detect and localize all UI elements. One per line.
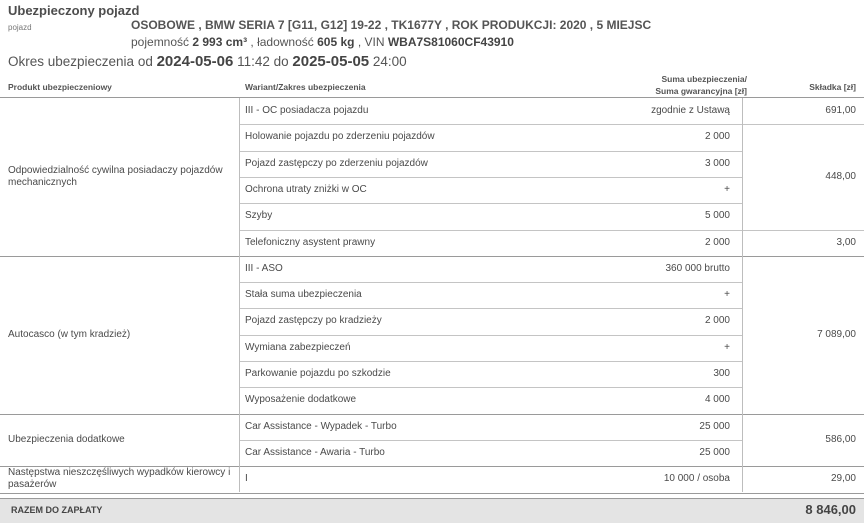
sum-cell: 2 000 [704, 236, 730, 248]
group-divider [0, 493, 864, 494]
row-divider [240, 282, 742, 283]
column-divider [239, 466, 240, 492]
sum-cell: + [724, 183, 730, 195]
variant-cell: Szyby [245, 210, 273, 222]
period-to-date: 2025-05-05 [292, 53, 370, 70]
vehicle-capacity: 2 993 cm³ [192, 35, 248, 49]
capacity-prefix: pojemność [131, 35, 193, 49]
sum-cell: 2 000 [704, 315, 730, 327]
row-divider [240, 387, 742, 388]
sum-cell: 2 000 [704, 131, 730, 143]
variant-cell: III - ASO [245, 262, 283, 274]
header-sum-line1: Suma ubezpieczenia/ [661, 74, 747, 84]
variant-cell: Wymiana zabezpieczeń [245, 341, 351, 353]
variant-cell: Telefoniczny asystent prawny [245, 236, 376, 248]
premium-cell: 3,00 [836, 236, 856, 248]
group-divider [0, 256, 864, 257]
sum-cell: zgodnie z Ustawą [651, 105, 730, 116]
column-divider [742, 414, 743, 467]
vehicle-load: 605 kg [317, 35, 355, 49]
sum-cell: 10 000 / osoba [663, 473, 730, 485]
sum-cell: 3 000 [704, 157, 730, 169]
header-variant: Wariant/Zakres ubezpieczenia [245, 82, 366, 92]
row-divider [240, 177, 742, 178]
row-divider [240, 361, 742, 362]
period-to-time: 24:00 [369, 54, 407, 69]
premium-cell: 448,00 [825, 170, 856, 182]
variant-cell: Car Assistance - Wypadek - Turbo [245, 420, 397, 432]
vin-prefix: , VIN [354, 35, 388, 49]
total-value: 8 846,00 [805, 502, 856, 517]
vehicle-label: pojazd [8, 23, 32, 32]
premium-cell: 7 089,00 [817, 328, 856, 340]
row-divider [240, 335, 742, 336]
group-divider [0, 414, 864, 415]
sum-cell: 25 000 [699, 420, 730, 432]
sum-cell: 300 [713, 368, 730, 379]
sum-cell: 5 000 [704, 210, 730, 222]
column-divider [742, 256, 743, 414]
total-label: RAZEM DO ZAPŁATY [11, 505, 103, 515]
row-divider [240, 203, 742, 204]
insurance-period [8, 53, 407, 70]
sum-cell: 360 000 brutto [665, 262, 730, 274]
column-divider [742, 98, 743, 256]
row-divider [240, 151, 742, 152]
vehicle-vin: WBA7S81060CF43910 [387, 35, 514, 49]
vehicle-description: OSOBOWE , BMW SERIA 7 [G11, G12] 19-22 , TK1677Y , ROK PRODUKCJI: 2020 , 5 MIEJSC [131, 18, 652, 32]
premium-cell: 691,00 [825, 105, 856, 116]
premium-cell: 586,00 [825, 433, 856, 445]
header-divider [0, 97, 864, 98]
premium-cell: 29,00 [830, 473, 856, 485]
total-bar [0, 498, 864, 523]
variant-cell: Car Assistance - Awaria - Turbo [245, 446, 385, 458]
column-divider [742, 466, 743, 492]
premium-divider [743, 124, 864, 125]
premium-divider [743, 230, 864, 231]
variant-cell: Parkowanie pojazdu po szkodzie [245, 368, 391, 379]
row-divider [240, 124, 742, 125]
product-name: Następstwa nieszczęśliwych wypadków kierowcy i pasażerów [8, 467, 231, 491]
period-middle: do [269, 54, 293, 69]
variant-cell: Stała suma ubezpieczenia [245, 289, 362, 301]
product-name: Ubezpieczenia dodatkowe [8, 433, 125, 445]
row-divider [240, 308, 742, 309]
variant-cell: III - OC posiadacza pojazdu [245, 105, 369, 116]
sum-cell: 4 000 [704, 394, 730, 406]
sum-cell: + [724, 289, 730, 301]
period-from-time: 11:42 [233, 54, 270, 69]
variant-cell: Pojazd zastępczy po kradzieży [245, 315, 382, 327]
variant-cell: I [245, 473, 248, 485]
sum-cell: 25 000 [699, 446, 730, 458]
section-title: Ubezpieczony pojazd [8, 3, 140, 18]
load-prefix: , ładowność [247, 35, 318, 49]
product-name: Odpowiedzialność cywilna posiadaczy pojazdów mechanicznych [8, 164, 223, 188]
sum-cell: + [724, 341, 730, 353]
row-divider [240, 440, 742, 441]
variant-cell: Wyposażenie dodatkowe [245, 394, 357, 406]
variant-cell: Ochrona utraty zniżki w OC [245, 183, 367, 195]
period-prefix: Okres ubezpieczenia od [8, 54, 157, 69]
header-sum-line2: Suma gwarancyjna [zł] [655, 86, 747, 96]
vehicle-specs [131, 35, 514, 49]
variant-cell: Pojazd zastępczy po zderzeniu pojazdów [245, 157, 428, 169]
period-from-date: 2024-05-06 [156, 53, 234, 70]
variant-cell: Holowanie pojazdu po zderzeniu pojazdów [245, 131, 435, 143]
row-divider [240, 230, 742, 231]
header-premium: Składka [zł] [809, 82, 856, 92]
header-product: Produkt ubezpieczeniowy [8, 82, 112, 92]
product-name: Autocasco (w tym kradzież) [8, 328, 131, 340]
